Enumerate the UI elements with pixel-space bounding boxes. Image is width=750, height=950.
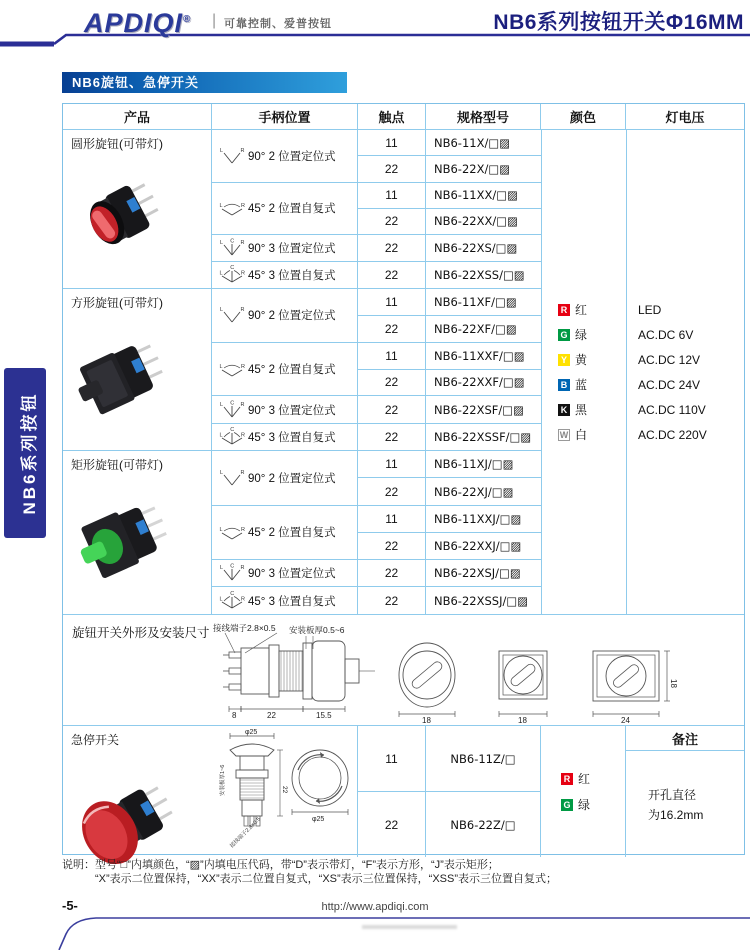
svg-text:L: L [220,147,224,154]
voltage-option: AC.DC 24V [638,377,701,392]
product-photo [75,499,185,590]
voltage-option: AC.DC 12V [638,352,701,367]
handle-group [212,130,541,182]
remark-body [626,751,744,857]
color-name: 黄 [575,353,588,367]
contact-value: 11 [358,343,426,369]
handle-position-icon [219,468,245,488]
section-title-bar: NB6旋钮、急停开关 [62,72,347,93]
color-swatch: W [559,429,569,440]
svg-text:L: L [220,401,224,408]
handle-position-icon [219,427,245,447]
svg-text:18: 18 [422,716,431,725]
col-header-contact: 触点 [358,104,426,129]
handle-position-label: 90° 2 位置定位式 [248,310,336,323]
spec-row [358,369,541,396]
groups [212,130,541,288]
svg-text:φ25: φ25 [245,729,258,736]
handle-group [212,261,541,288]
svg-text:R: R [240,147,245,154]
svg-text:L: L [220,307,224,314]
svg-text:R: R [240,307,245,314]
svg-text:安装板厚1~6: 安装板厚1~6 [220,764,226,796]
handle-position-icon [219,146,245,166]
svg-text:R: R [240,401,245,408]
svg-text:C: C [230,427,235,434]
handle-position-icon [219,563,245,583]
remark-line: 为16.2mm [648,807,704,822]
spec-row [358,155,541,181]
model-number: NB6-11XXJ/□▨ [434,511,522,526]
contact-value: 22 [358,209,426,234]
notes-line-1: 说明：型号“□”内填颜色，“▨”内填电压代码，带“D”表示带灯，“F”表示方形，“J”表示矩形； [62,859,499,871]
brand-logo: APDIQI® [84,8,192,38]
color-voltage-block [541,130,744,614]
contact-value: 22 [358,370,426,396]
color-legend-item [558,376,587,393]
model-number: NB6-22X/□▨ [434,161,511,176]
remark-header: 备注 [626,726,744,751]
handle-position-cell [212,262,358,288]
color-swatch: B [558,379,570,391]
dimensions-row-title: 旋钮开关外形及安装尺寸 [72,626,210,640]
handle-position-label: 90° 3 位置定位式 [248,568,336,581]
product-cell [63,451,212,614]
svg-text:R: R [240,469,245,476]
handle-position-cell [212,235,358,261]
color-legend-cell [542,130,627,614]
model-number: NB6-11XJ/□▨ [434,457,514,472]
model-number: NB6-22Z/□ [450,817,516,832]
handle-position-cell [212,130,358,182]
col-header-voltage: 灯电压 [665,110,705,125]
handle-position-cell [212,587,358,614]
logo-divider: | [212,12,217,29]
svg-text:接线端子2.8×0.5: 接线端子2.8×0.5 [229,816,263,850]
svg-text:R: R [241,203,245,210]
svg-text:L: L [219,596,223,603]
brand-tagline: 可靠控制、爱普按钮 [224,18,332,30]
contact-value: 11 [358,289,426,315]
model-number: NB6-11XF/□▨ [434,294,517,309]
spec-row [358,262,541,288]
estop-product-cell [63,726,212,857]
model-number: NB6-11XX/□▨ [434,188,518,203]
color-legend-item [561,796,590,813]
handle-group-rows [358,560,541,587]
color-name: 蓝 [575,378,588,392]
handle-position-icon [219,400,245,420]
spec-row [358,289,541,315]
handle-group-rows [358,183,541,235]
color-legend-item [561,770,590,787]
contact-value: 22 [358,262,426,288]
model-number: NB6-22XXF/□▨ [434,375,525,390]
handle-position-cell [212,424,358,450]
model-number: NB6-22XSJ/□▨ [434,566,521,581]
handle-position-label: 45° 3 位置自复式 [248,269,336,282]
voltage-list-cell [627,130,744,614]
model-number: NB6-11XXF/□▨ [434,348,525,363]
handle-group-rows [358,424,541,450]
col-header-model: 规格型号 [426,104,541,129]
estop-spec-row [358,726,540,791]
handle-group [212,342,541,396]
svg-text:L: L [219,364,223,370]
estop-contact-rows [358,726,541,857]
handle-position-cell [212,560,358,587]
spec-row [358,396,541,422]
spec-table [62,103,745,855]
svg-text:R: R [241,596,245,603]
contact-value: 22 [358,235,426,261]
contact-value: 22 [358,156,426,181]
handle-group [212,234,541,261]
color-legend-item [558,326,587,343]
model-number: NB6-11X/□▨ [434,135,511,150]
handle-group-rows [358,130,541,182]
spec-row [358,506,541,532]
series-side-tab [4,368,46,538]
svg-text:R: R [241,432,245,439]
handle-position-cell [212,343,358,396]
handle-position-icon [219,265,245,285]
svg-text:R: R [240,565,245,572]
handle-position-icon [219,359,245,379]
handle-group-rows [358,235,541,261]
handle-position-label: 90° 3 位置定位式 [248,243,336,256]
remark-line: 开孔直径 [648,787,697,802]
square-knob-photo [75,337,179,425]
svg-text:8: 8 [232,711,237,720]
handle-position-cell [212,183,358,235]
website-url: http://www.apdiqi.com [321,901,429,913]
color-name: 黑 [575,403,588,417]
svg-text:C: C [230,238,235,245]
svg-text:L: L [220,565,224,572]
page-title: NB6系列按钮开关Φ16MM [493,11,744,34]
color-name: 红 [575,303,588,317]
svg-text:R: R [241,364,245,370]
handle-position-label: 45° 3 位置自复式 [248,432,336,445]
contact-value: 22 [358,316,426,342]
groups [212,451,541,614]
contact-value: 22 [358,424,426,450]
svg-text:L: L [219,432,223,439]
voltage-option: LED [638,302,662,317]
model-number: NB6-22XSF/□▨ [434,402,524,417]
contact-value: 11 [358,451,426,477]
svg-text:18: 18 [518,716,527,725]
contact-value: 22 [358,587,426,614]
page-number: -5- [62,898,78,913]
svg-text:R: R [241,270,245,277]
estop-remark-col [626,726,744,857]
svg-text:R: R [241,527,245,534]
spec-row [358,130,541,155]
dimensions-row [63,615,744,725]
spec-row [358,315,541,342]
handle-group-rows [358,289,541,342]
handle-group [212,451,541,504]
handle-position-icon [219,238,245,258]
color-legend-item [558,426,587,443]
svg-text:L: L [220,240,224,247]
table-header-row [63,104,744,130]
color-name: 绿 [578,798,591,812]
svg-text:C: C [230,563,235,570]
model-number: NB6-22XXJ/□▨ [434,538,522,553]
spec-row [358,532,541,559]
svg-text:C: C [230,590,235,597]
spec-row [358,560,541,587]
model-number: NB6-22XJ/□▨ [434,484,514,499]
handle-position-icon [219,591,245,611]
contact-value: 11 [358,130,426,155]
voltage-option: AC.DC 220V [638,427,707,442]
estop-drawing-cell [212,726,358,857]
spec-row [358,477,541,504]
product-cell [63,130,212,288]
handle-position-cell [212,506,358,559]
svg-text:L: L [219,527,223,534]
svg-text:15.5: 15.5 [316,711,332,720]
contact-value: 22 [358,792,426,857]
handle-group-rows [358,587,541,614]
model-number: NB6-22XSSF/□▨ [434,430,532,445]
handle-position-label: 90° 3 位置定位式 [248,404,336,417]
product-sections [63,130,541,614]
svg-text:24: 24 [621,716,630,725]
product-photo [75,178,175,265]
handle-position-cell [212,289,358,342]
product-name: 矩形旋钮(可带灯) [71,458,163,473]
color-legend-item [558,301,587,318]
color-swatch: Y [558,354,570,366]
estop-row [63,725,744,857]
handle-group [212,289,541,342]
table-body-upper [63,130,744,615]
color-legend-item [558,351,587,368]
svg-text:22: 22 [281,786,288,794]
product-photo [75,337,179,428]
estop-color-cell [541,726,626,857]
model-number: NB6-22XS/□▨ [434,241,518,256]
svg-text:φ25: φ25 [312,816,325,823]
contact-value: 11 [358,726,426,791]
color-name: 绿 [575,328,588,342]
svg-text:L: L [220,469,224,476]
color-legend-item [558,401,587,418]
spec-row [358,343,541,369]
product-section [63,451,541,614]
svg-text:C: C [230,400,235,407]
series-side-tab-label: NB6系列按钮 [20,391,39,515]
svg-text:L: L [219,270,223,277]
handle-group [212,505,541,559]
estop-title: 急停开关 [71,733,120,747]
handle-position-label: 45° 2 位置自复式 [248,203,336,216]
contact-value: 22 [358,478,426,504]
col-header-color: 颜色 [541,104,626,129]
model-number: NB6-22XX/□▨ [434,214,518,229]
handle-group [212,586,541,614]
handle-position-label: 90° 2 位置定位式 [248,150,336,163]
handle-group-rows [358,506,541,559]
product-section [63,130,541,289]
svg-text:C: C [230,264,235,271]
color-name: 白 [575,428,588,442]
estop-spec-row [358,791,540,857]
handle-group [212,395,541,422]
spec-row [358,424,541,450]
handle-position-cell [212,451,358,504]
color-swatch: K [558,404,570,416]
model-number: NB6-11Z/□ [450,751,516,766]
groups [212,289,541,451]
handle-group [212,423,541,450]
spec-row [358,208,541,234]
contact-value: 11 [358,183,426,208]
spec-row [358,587,541,614]
handle-position-label: 90° 2 位置定位式 [248,472,336,485]
svg-text:接线端子2.8×0.5: 接线端子2.8×0.5 [213,623,276,633]
handle-position-label: 45° 2 位置自复式 [248,527,336,540]
notes-block [62,858,742,886]
handle-group-rows [358,343,541,396]
handle-position-icon [219,305,245,325]
handle-position-cell [212,396,358,422]
handle-group [212,182,541,235]
contact-value: 22 [358,560,426,587]
color-swatch: R [558,304,570,316]
registered-mark: ® [183,14,192,25]
contact-value: 11 [358,506,426,532]
spec-row [358,451,541,477]
color-swatch: G [558,329,570,341]
product-cell [63,289,212,451]
color-swatch: G [561,799,573,811]
handle-group-rows [358,451,541,504]
notes-line-2: “X”表示二位置保持，“XX”表示二位置自复式，“XS”表示三位置保持，“XSS”表示三位置自复式； [95,873,557,885]
svg-text:18: 18 [669,679,678,688]
product-name: 方形旋钮(可带灯) [71,295,163,310]
contact-value: 22 [358,533,426,559]
svg-text:安装板厚0.5~6: 安装板厚0.5~6 [289,625,345,635]
footer-rule [0,895,750,950]
model-number: NB6-22XSSJ/□▨ [434,593,529,608]
color-name: 红 [578,772,591,786]
product-section [63,289,541,452]
spec-row [358,183,541,208]
svg-text:L: L [219,203,223,210]
handle-position-icon [219,522,245,542]
svg-text:22: 22 [267,711,276,720]
handle-position-label: 45° 3 位置自复式 [248,595,336,608]
svg-text:R: R [240,240,245,247]
voltage-option: AC.DC 110V [638,402,706,417]
handle-group [212,559,541,587]
contact-value: 22 [358,396,426,422]
col-header-handle: 手柄位置 [212,104,358,129]
handle-position-label: 45° 2 位置自复式 [248,364,336,376]
handle-group-rows [358,396,541,422]
col-header-product: 产品 [63,104,212,129]
color-swatch: R [561,773,573,785]
model-number: NB6-22XF/□▨ [434,321,517,336]
voltage-option: AC.DC 6V [638,327,694,342]
spec-row [358,235,541,261]
round-knob-photo [75,178,175,262]
product-name: 圆形旋钮(可带灯) [71,137,163,151]
rect-knob-photo [75,499,185,587]
handle-group-rows [358,262,541,288]
model-number: NB6-22XSS/□▨ [434,267,525,282]
handle-position-icon [219,198,245,218]
